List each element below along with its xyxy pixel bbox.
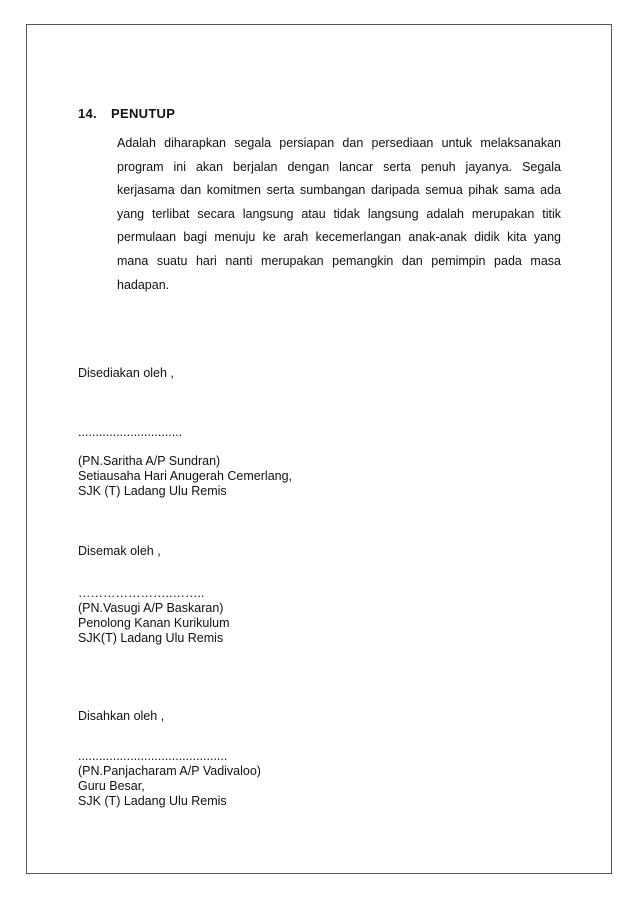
prepared-by-signature-dots (78, 425, 182, 440)
signatory-org: SJK (T) Ladang Ulu Remis (78, 484, 227, 498)
signatory-name: (PN.Saritha A/P Sundran) (78, 454, 221, 468)
signatory-name: (PN.Panjacharam A/P Vadivaloo) (78, 764, 261, 778)
section-heading (78, 106, 175, 121)
prepared-by-label: Disediakan oleh , (78, 366, 174, 380)
signatory-name: (PN.Vasugi A/P Baskaran) (78, 601, 224, 615)
checked-by-block (78, 586, 230, 646)
approved-by-label: Disahkan oleh , (78, 709, 165, 723)
signature-dots: ........................................... (78, 749, 228, 763)
signatory-org: SJK (T) Ladang Ulu Remis (78, 794, 227, 808)
signature-dots: …………………..…….. (78, 586, 205, 600)
section-title: PENUTUP (111, 106, 176, 121)
closing-paragraph: Adalah diharapkan segala persiapan dan persediaan untuk melaksanakan program ini akan berjalan dengan lancar serta penuh jayanya. Segala kerjasama dan komitmen serta sumbangan daripada semua pihak sama ada yang terlibat secara langsung atau tidak langsung adalah merupakan titik permulaan bagi menuju ke arah kecemerlangan anak-anak didik kita yang mana suatu hari nanti merupakan pemangkin dan pemimpin pada masa hadapan. (117, 136, 561, 292)
prepared-by-block (78, 454, 292, 499)
signatory-org: SJK(T) Ladang Ulu Remis (78, 631, 224, 645)
signatory-role: Setiausaha Hari Anugerah Cemerlang, (78, 469, 293, 483)
signatory-role: Penolong Kanan Kurikulum (78, 616, 230, 630)
approved-by-block (78, 749, 261, 809)
checked-by-label: Disemak oleh , (78, 544, 161, 558)
signatory-role: Guru Besar, (78, 779, 145, 793)
section-number: 14. (78, 106, 97, 121)
signature-dots: .............................. (78, 425, 183, 439)
